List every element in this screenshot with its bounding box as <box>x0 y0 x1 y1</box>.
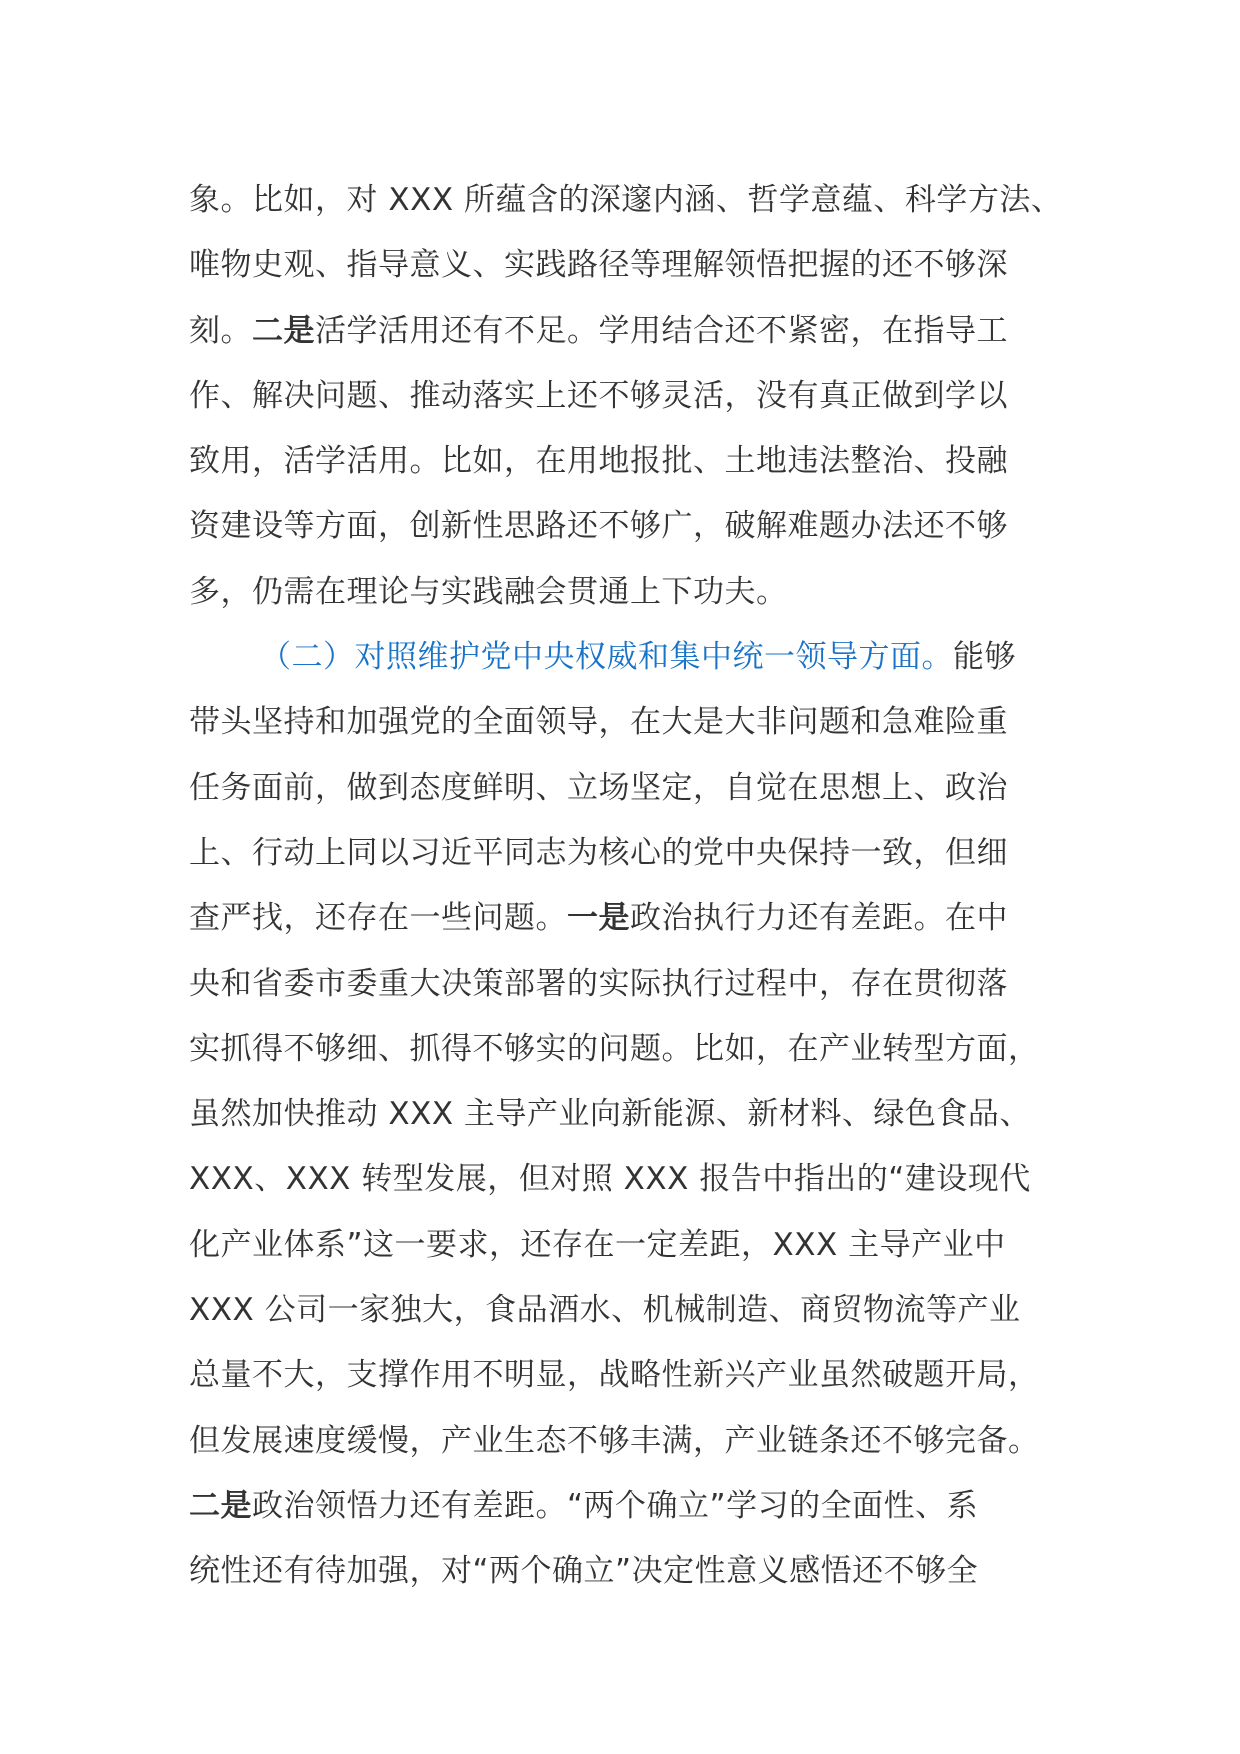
body-text: 总量不大，支撑作用不明显，战略性新兴产业虽然破题开局， <box>189 1357 1040 1394</box>
bold-lead-phrase: 一是 <box>567 900 630 937</box>
body-text: 带头坚持和加强党的全面领导，在大是大非问题和急难险重 <box>189 704 1008 741</box>
text-line <box>189 168 1069 233</box>
text-line <box>189 1147 1069 1212</box>
text-line <box>189 1409 1069 1474</box>
body-text: 虽然加快推动 XXX 主导产业向新能源、新材料、绿色食品、 <box>189 1096 1031 1133</box>
body-text: 政治领悟力还有差距。“两个确立”学习的全面性、系 <box>252 1487 979 1524</box>
body-text: 致用，活学活用。比如，在用地报批、土地违法整治、投融 <box>189 443 1008 480</box>
text-line <box>189 299 1069 364</box>
section-heading: （二）对照维护党中央权威和集中统一领导方面。 <box>260 639 953 676</box>
body-text: 化产业体系”这一要求，还存在一定差距，XXX 主导产业中 <box>189 1226 1006 1263</box>
text-line <box>189 1017 1069 1082</box>
text-line <box>189 233 1069 298</box>
body-text: 唯物史观、指导意义、实践路径等理解领悟把握的还不够深 <box>189 247 1008 284</box>
body-text: 央和省委市委重大决策部署的实际执行过程中，存在贯彻落 <box>189 965 1008 1002</box>
body-text: 资建设等方面，创新性思路还不够广，破解难题办法还不够 <box>189 508 1008 545</box>
body-text: 任务面前，做到态度鲜明、立场坚定，自觉在思想上、政治 <box>189 769 1008 806</box>
body-text: 刻。 <box>189 312 252 349</box>
body-text: 象。比如，对 XXX 所蕴含的深邃内涵、哲学意蕴、科学方法、 <box>189 182 1063 218</box>
text-line <box>189 1082 1069 1147</box>
body-text: XXX、XXX 转型发展，但对照 XXX 报告中指出的“建设现代 <box>189 1161 1031 1198</box>
body-text: 查严找，还存在一些问题。 <box>189 900 567 937</box>
bold-lead-phrase: 二是 <box>189 1487 252 1524</box>
body-text: 上、行动上同以习近平同志为核心的党中央保持一致，但细 <box>189 834 1008 871</box>
text-line <box>189 886 1069 951</box>
body-text: 但发展速度缓慢，产业生态不够丰满，产业链条还不够完备。 <box>189 1422 1040 1459</box>
bold-lead-phrase: 二是 <box>252 312 315 349</box>
body-text: XXX 公司一家独大，食品酒水、机械制造、商贸物流等产业 <box>189 1292 1021 1329</box>
text-line <box>189 429 1069 494</box>
text-line <box>189 494 1069 559</box>
document-body-text <box>189 168 1069 1605</box>
body-text: 多，仍需在理论与实践融会贯通上下功夫。 <box>189 573 788 610</box>
text-line <box>189 364 1069 429</box>
text-line <box>189 690 1069 755</box>
text-line <box>189 1474 1069 1539</box>
text-line <box>189 1539 1069 1604</box>
text-line <box>189 1343 1069 1408</box>
body-text: 能够 <box>953 639 1016 676</box>
body-text: 政治执行力还有差距。在中 <box>630 900 1008 937</box>
body-text: 实抓得不够细、抓得不够实的问题。比如，在产业转型方面， <box>189 1030 1040 1067</box>
text-line <box>189 1278 1069 1343</box>
body-text: 统性还有待加强，对“两个确立”决定性意义感悟还不够全 <box>189 1553 979 1590</box>
text-line <box>189 560 1069 625</box>
text-line <box>189 1213 1069 1278</box>
text-line <box>189 821 1069 886</box>
body-text: 活学活用还有不足。学用结合还不紧密，在指导工 <box>315 312 1008 349</box>
text-line <box>189 625 1069 690</box>
body-text: 作、解决问题、推动落实上还不够灵活，没有真正做到学以 <box>189 377 1008 414</box>
text-line <box>189 952 1069 1017</box>
text-line <box>189 756 1069 821</box>
